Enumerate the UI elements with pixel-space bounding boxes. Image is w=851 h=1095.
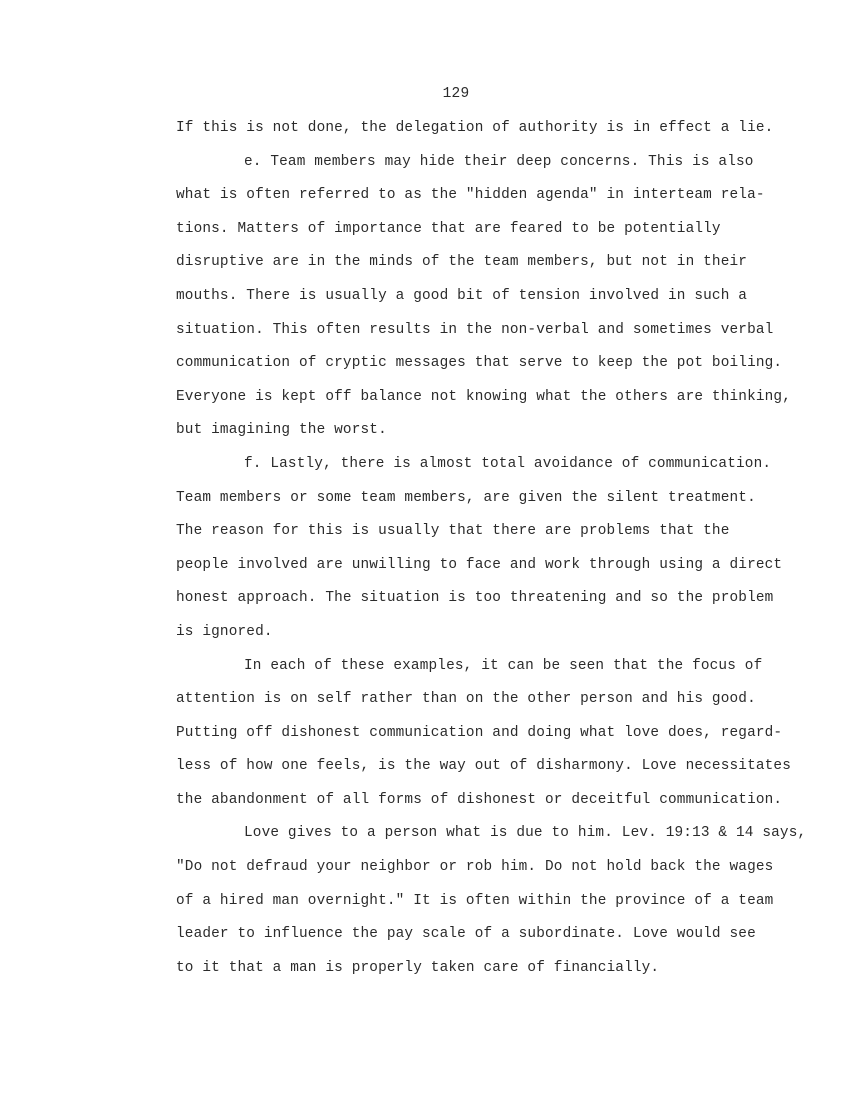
text-line: The reason for this is usually that there are problems that the: [176, 523, 730, 540]
text-line: situation. This often results in the non-verbal and sometimes verbal: [176, 321, 774, 338]
text-line: but imagining the worst.: [176, 422, 387, 439]
body-text: [176, 112, 816, 985]
text-line: communication of cryptic messages that serve to keep the pot boiling.: [176, 355, 783, 372]
text-line: Putting off dishonest communication and doing what love does, regard-: [176, 724, 783, 741]
text-line: e. Team members may hide their deep concerns. This is also: [244, 153, 754, 170]
text-line: disruptive are in the minds of the team members, but not in their: [176, 254, 748, 271]
text-line: people involved are unwilling to face and work through using a direct: [176, 556, 783, 573]
text-line: honest approach. The situation is too threatening and so the problem: [176, 590, 774, 607]
text-line: is ignored.: [176, 623, 273, 640]
text-line: f. Lastly, there is almost total avoidance of communication.: [244, 455, 772, 472]
page-number: 129: [442, 86, 470, 102]
text-line: leader to influence the pay scale of a subordinate. Love would see: [176, 926, 756, 943]
text-line: what is often referred to as the "hidden agenda" in interteam rela-: [176, 187, 765, 204]
text-line: Love gives to a person what is due to him. Lev. 19:13 & 14 says,: [244, 825, 807, 842]
text-line: of a hired man overnight." It is often within the province of a team: [176, 892, 774, 909]
text-line: Everyone is kept off balance not knowing what the others are thinking,: [176, 388, 792, 405]
text-line: to it that a man is properly taken care of financially.: [176, 959, 660, 976]
text-line: In each of these examples, it can be seen that the focus of: [244, 657, 763, 674]
text-line: tions. Matters of importance that are feared to be potentially: [176, 220, 721, 237]
text-line: less of how one feels, is the way out of disharmony. Love necessitates: [176, 758, 792, 775]
text-line: Team members or some team members, are given the silent treatment.: [176, 489, 756, 506]
text-line: mouths. There is usually a good bit of tension involved in such a: [176, 287, 748, 304]
text-line: "Do not defraud your neighbor or rob him. Do not hold back the wages: [176, 859, 774, 876]
text-line: attention is on self rather than on the other person and his good.: [176, 691, 756, 708]
text-line: the abandonment of all forms of dishonest or deceitful communication.: [176, 791, 783, 808]
text-line: If this is not done, the delegation of authority is in effect a lie.: [176, 120, 774, 136]
